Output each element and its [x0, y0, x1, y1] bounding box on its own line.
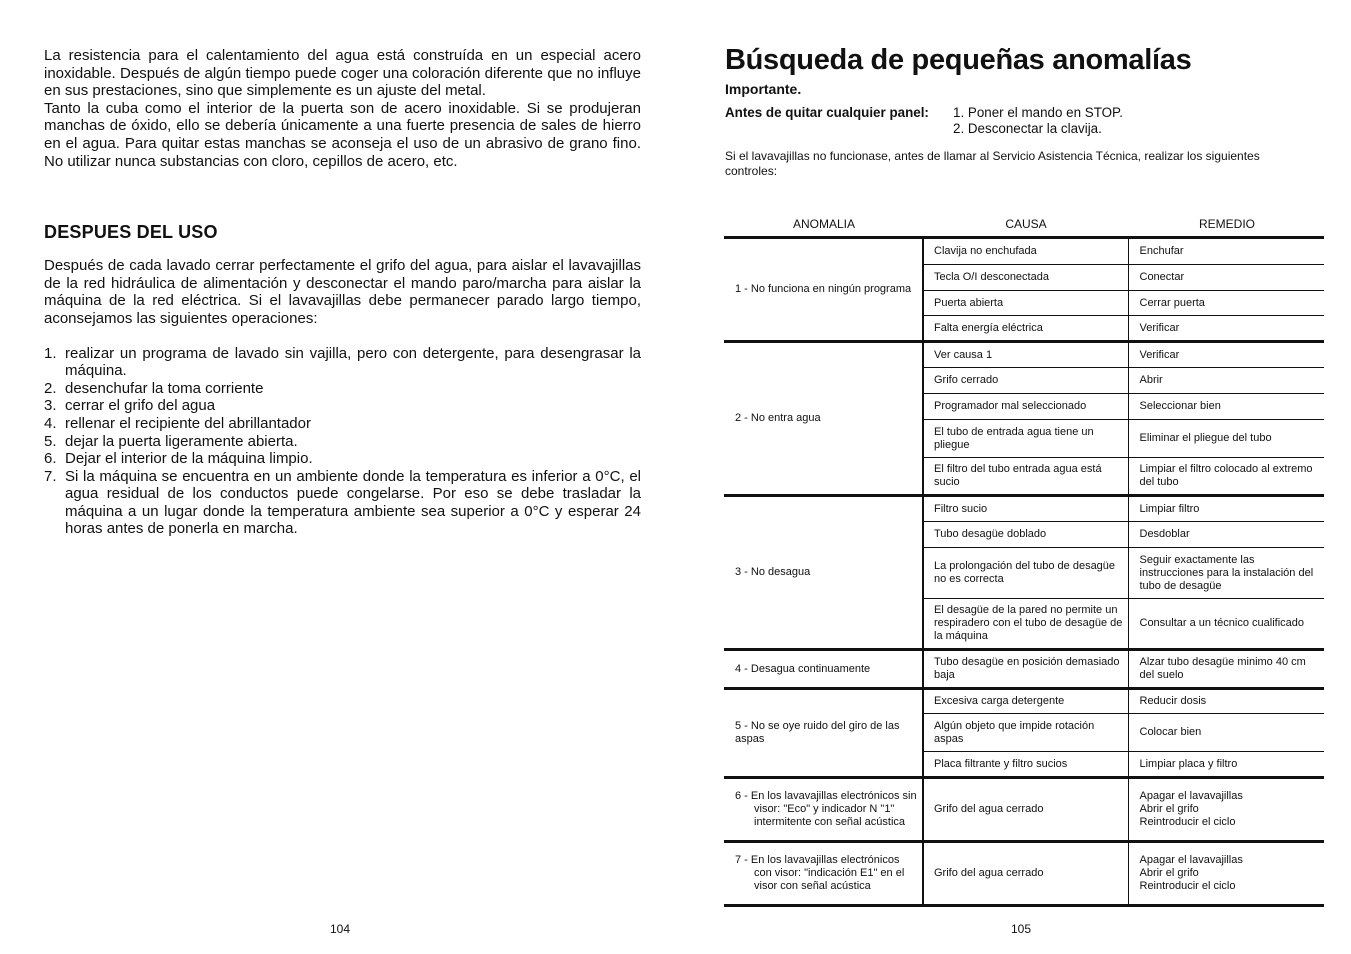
left-page: [44, 47, 641, 538]
anomaly-cell: 3 - No desagua: [735, 566, 811, 578]
anomaly-cell: 4 - Desagua continuamente: [735, 662, 871, 675]
column-header-anomaly: ANOMALIA: [792, 217, 855, 231]
remedy-cell: Desdoblar: [1128, 522, 1324, 548]
cause-cell: Grifo del agua cerrado: [923, 842, 1128, 906]
anomaly-cell: 5 - No se oye ruido del giro de las aspas: [735, 720, 900, 745]
anomaly-cell: 1 - No funciona en ningún programa: [735, 283, 912, 295]
cause-cell: Ver causa 1: [923, 342, 1128, 368]
before-step: 2. Desconectar la clavija.: [953, 121, 1102, 136]
cause-cell: Programador mal seleccionado: [923, 394, 1128, 420]
list-item: 2. desenchufar la toma corriente: [44, 379, 264, 397]
right-page: [725, 42, 1325, 179]
cause-cell: Placa filtrante y filtro sucios: [923, 752, 1128, 778]
cause-cell: Tecla O/I desconectada: [923, 265, 1128, 291]
before-step: 1. Poner el mando en STOP.: [953, 105, 1123, 120]
important-label: Importante.: [725, 81, 802, 97]
list-item: 3. cerrar el grifo del agua: [44, 397, 216, 415]
remedy-cell: Conectar: [1128, 265, 1324, 291]
remedy-cell: Limpiar filtro: [1128, 496, 1324, 522]
cause-cell: El desagüe de la pared no permite un respiradero con el tubo de desagüe de la máquina: [923, 599, 1128, 650]
list-item: 1. realizar un programa de lavado sin vajilla, pero con detergente, para desengrasar la máquina.: [44, 344, 641, 380]
column-header-remedy: REMEDIO: [1198, 217, 1255, 231]
table-row: [724, 650, 1324, 689]
remedy-cell: Apagar el lavavajillas Abrir el grifo Reintroducir el ciclo: [1128, 778, 1324, 842]
remedy-cell: Verificar: [1128, 342, 1324, 368]
remedy-cell: Reducir dosis: [1128, 689, 1324, 714]
table-row: [724, 342, 1324, 368]
cause-cell: El tubo de entrada agua tiene un pliegue: [923, 420, 1128, 458]
cause-cell: Puerta abierta: [923, 291, 1128, 316]
paragraph-heater: La resistencia para el calentamiento del agua está construída en un especial acero inoxidable. Después de algún tiempo puede coger una coloración diferente que no influye en sus prestaciones, sino que simplemente es un ajuste del metal.: [44, 47, 641, 100]
list-item: 5. dejar la puerta ligeramente abierta.: [44, 432, 298, 450]
remedy-cell: Enchufar: [1128, 238, 1324, 265]
cause-cell: El filtro del tubo entrada agua está sucio: [923, 458, 1128, 496]
cause-cell: Tubo desagüe doblado: [923, 522, 1128, 548]
list-item: 4. rellenar el recipiente del abrillantador: [44, 414, 311, 432]
remedy-cell: Seleccionar bien: [1128, 394, 1324, 420]
paragraph-stainless: Tanto la cuba como el interior de la puerta son de acero inoxidable. Si se produjeran manchas de óxido, ello se debería únicamente a una fuerte presencia de sales de hierro en el agua. Para quitar estas manchas se aconseja el uso de un abrasivo de grano fino. No utilizar nunca substancias con cloro, cepillos de acero, etc.: [44, 99, 641, 170]
anomaly-cell: 2 - No entra agua: [735, 412, 821, 424]
cause-cell: Falta energía eléctrica: [923, 316, 1128, 342]
remedy-cell: Limpiar el filtro colocado al extremo del tubo: [1128, 458, 1324, 496]
remedy-cell: Limpiar placa y filtro: [1128, 752, 1324, 778]
before-steps: [953, 105, 1123, 137]
cause-cell: Grifo cerrado: [923, 368, 1128, 394]
list-item: 7. Si la máquina se encuentra en un ambiente donde la temperatura es inferior a 0°C, el agua residual de los conductos puede congelarse. Por eso se debe trasladar la máquina a un lugar donde la temperatura ambiente sea superior a 0°C y esperar 24 horas antes de ponerla en marcha.: [44, 467, 641, 538]
cause-cell: Tubo desagüe en posición demasiado baja: [923, 650, 1128, 689]
table-header: [725, 217, 1325, 231]
table-row: [724, 778, 1324, 842]
anomaly-table: [724, 236, 1324, 907]
remedy-cell: Verificar: [1128, 316, 1324, 342]
remedy-cell: Eliminar el pliegue del tubo: [1128, 420, 1324, 458]
remedy-cell: Cerrar puerta: [1128, 291, 1324, 316]
list-item: 6. Dejar el interior de la máquina limpio.: [44, 450, 313, 468]
remedy-cell: Seguir exactamente las instrucciones para la instalación del tubo de desagüe: [1128, 548, 1324, 599]
remedy-cell: Colocar bien: [1128, 714, 1324, 752]
before-label: Antes de quitar cualquier panel:: [725, 105, 929, 120]
remedy-cell: Consultar a un técnico cualificado: [1128, 599, 1324, 650]
cause-cell: Algún objeto que impide rotación aspas: [923, 714, 1128, 752]
cause-cell: Excesiva carga detergente: [923, 689, 1128, 714]
table-row: [724, 496, 1324, 522]
before-panel-note: [725, 105, 1325, 137]
cause-cell: Clavija no enchufada: [923, 238, 1128, 265]
remedy-cell: Alzar tubo desagüe minimo 40 cm del suelo: [1128, 650, 1324, 689]
table-row: [724, 842, 1324, 906]
intro-text: Si el lavavajillas no funcionase, antes de llamar al Servicio Asistencia Técnica, realizar los siguientes controles:: [725, 149, 1260, 178]
remedy-cell: Abrir: [1128, 368, 1324, 394]
cause-cell: La prolongación del tubo de desagüe no es correcta: [923, 548, 1128, 599]
remedy-cell: Apagar el lavavajillas Abrir el grifo Reintroducir el ciclo: [1128, 842, 1324, 906]
steps-list: [44, 345, 641, 539]
page-number-right: 105: [1011, 922, 1032, 936]
paragraph-after-use: Después de cada lavado cerrar perfectamente el grifo del agua, para aislar el lavavajillas de la red hidráulica de alimentación y desconectar el mando paro/marcha para aislar la máquina de la red eléctrica. Si el lavavajillas debe permanecer parado largo tiempo, aconsejamos las siguientes operaciones:: [44, 257, 641, 327]
section-heading: DESPUES DEL USO: [44, 222, 218, 243]
anomaly-cell: 6 - En los lavavajillas electrónicos sin visor: "Eco" y indicador N "1" intermitente con señal acústica: [735, 790, 917, 828]
table-row: [724, 238, 1324, 265]
table-row: [724, 689, 1324, 714]
anomaly-cell: 7 - En los lavavajillas electrónicos con visor: "indicación E1" en el visor con señal acústica: [735, 854, 905, 892]
page-number-left: 104: [330, 922, 351, 936]
column-header-cause: CAUSA: [1005, 217, 1047, 231]
page-title: Búsqueda de pequeñas anomalías: [725, 44, 1192, 76]
cause-cell: Grifo del agua cerrado: [923, 778, 1128, 842]
cause-cell: Filtro sucio: [923, 496, 1128, 522]
